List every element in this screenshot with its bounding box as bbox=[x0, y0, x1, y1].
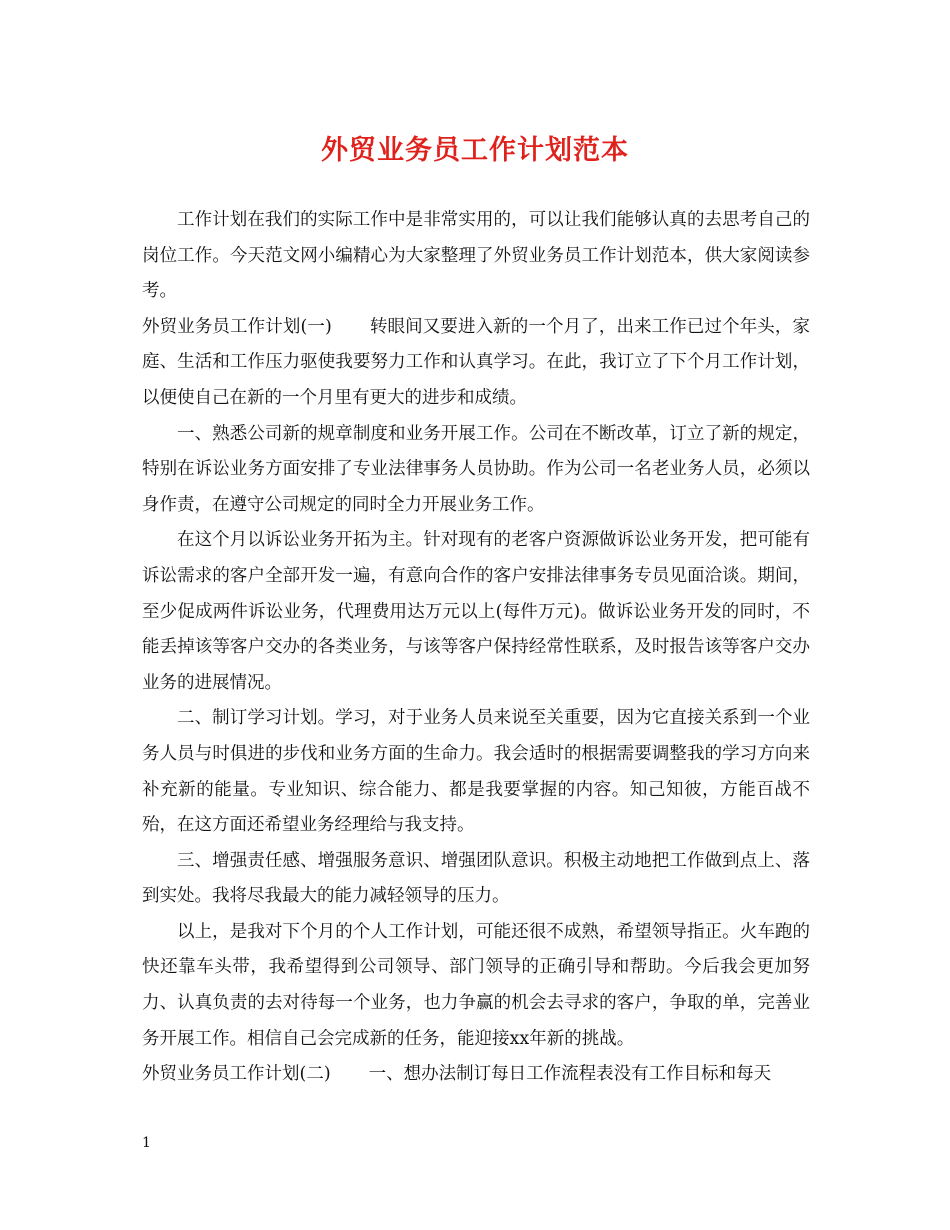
plan1-heading: 外贸业务员工作计划(一) bbox=[142, 316, 332, 337]
plan1-paragraph bbox=[142, 310, 810, 417]
intro-paragraph: 工作计划在我们的实际工作中是非常实用的，可以让我们能够认真的去思考自己的岗位工作。今天范文网小编精心为大家整理了外贸业务员工作计划范本，供大家阅读参考。 bbox=[142, 210, 810, 302]
page-number: 1 bbox=[142, 1135, 151, 1151]
plan2-opening: 一、想办法制订每日工作流程表没有工作目标和每天 bbox=[368, 1064, 772, 1085]
point2-paragraph: 二、制订学习计划。学习，对于业务人员来说至关重要，因为它直接关系到一个业务人员与时俱进的步伐和业务方面的生命力。我会适时的根据需要调整我的学习方向来补充新的能量。专业知识、综合能力、都是我要掌握的内容。知己知彼，方能百战不殆，在这方面还希望业务经理给与我支持。 bbox=[142, 708, 810, 836]
plan2-heading: 外贸业务员工作计划(二) bbox=[142, 1064, 331, 1085]
point1-paragraph: 一、熟悉公司新的规章制度和业务开展工作。公司在不断改革，订立了新的规定，特别在诉讼业务方面安排了专业法律事务人员协助。作为公司一名老业务人员，必须以身作责，在遵守公司规定的同时全力开展业务工作。 bbox=[142, 423, 810, 515]
closing-paragraph: 以上，是我对下个月的个人工作计划，可能还很不成熟，希望领导指正。火车跑的快还靠车头带，我希望得到公司领导、部门领导的正确引导和帮助。今后我会更加努力、认真负责的去对待每一个业务，也力争赢的机会去寻求的客户，争取的单，完善业务开展工作。相信自己会完成新的任务，能迎接xx年新的挑战。 bbox=[142, 921, 810, 1049]
plan2-paragraph bbox=[142, 1057, 810, 1093]
document-body bbox=[142, 203, 810, 1093]
point1-detail-paragraph: 在这个月以诉讼业务开拓为主。针对现有的老客户资源做诉讼业务开发，把可能有诉讼需求的客户全部开发一遍，有意向合作的客户安排法律事务专员见面洽谈。期间，至少促成两件诉讼业务，代理费用达万元以上(每件万元)。做诉讼业务开发的同时，不能丢掉该等客户交办的各类业务，与该等客户保持经常性联系，及时报告该等客户交办业务的进展情况。 bbox=[142, 530, 810, 693]
document-title: 外贸业务员工作计划范本 bbox=[321, 135, 629, 166]
plan1-opening: 转眼间又要进入新的一个月了，出来工作已过个年头，家庭、生活和工作压力驱使我要努力工作和认真学习。在此，我订立了下个月工作计划，以便使自己在新的一个月里有更大的进步和成绩。 bbox=[142, 316, 811, 408]
point3-paragraph: 三、增强责任感、增强服务意识、增强团队意识。积极主动地把工作做到点上、落到实处。我将尽我最大的能力减轻领导的压力。 bbox=[142, 850, 810, 907]
